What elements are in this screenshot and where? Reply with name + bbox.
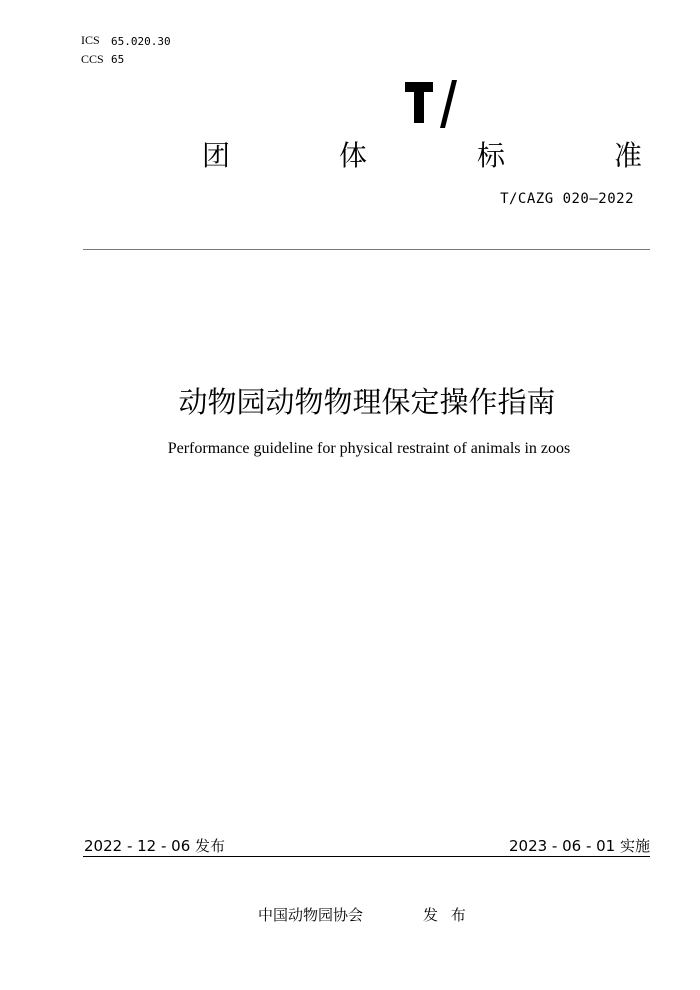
implementation-date: 2023 - 06 - 01 实施 [508, 837, 650, 855]
group-standard-logo-icon [405, 70, 467, 132]
standard-type-char: 团 [202, 139, 231, 172]
standard-type-char: 体 [339, 139, 368, 172]
logo-graphic [405, 70, 467, 132]
publish-date: 2022 - 12 - 06 发布 [84, 837, 226, 855]
document-title-zh: 动物园动物物理保定操作指南 [178, 385, 556, 419]
standard-type-char: 准 [614, 139, 643, 172]
ccs-code: 65 [111, 53, 125, 66]
publish-label: 发 布 [423, 906, 470, 924]
publisher-name: 中国动物园协会 [258, 906, 364, 924]
ics-label: ICS [81, 33, 100, 47]
standard-type-char: 标 [477, 139, 506, 172]
standard-number: T/CAZG 020—2022 [500, 191, 634, 207]
document-title-en: Performance guideline for physical restraint of animals in zoos [167, 440, 571, 457]
header-divider [83, 249, 650, 250]
ccs-label: CCS [81, 52, 104, 66]
ics-code: 65.020.30 [111, 35, 171, 48]
footer-divider [83, 856, 650, 857]
